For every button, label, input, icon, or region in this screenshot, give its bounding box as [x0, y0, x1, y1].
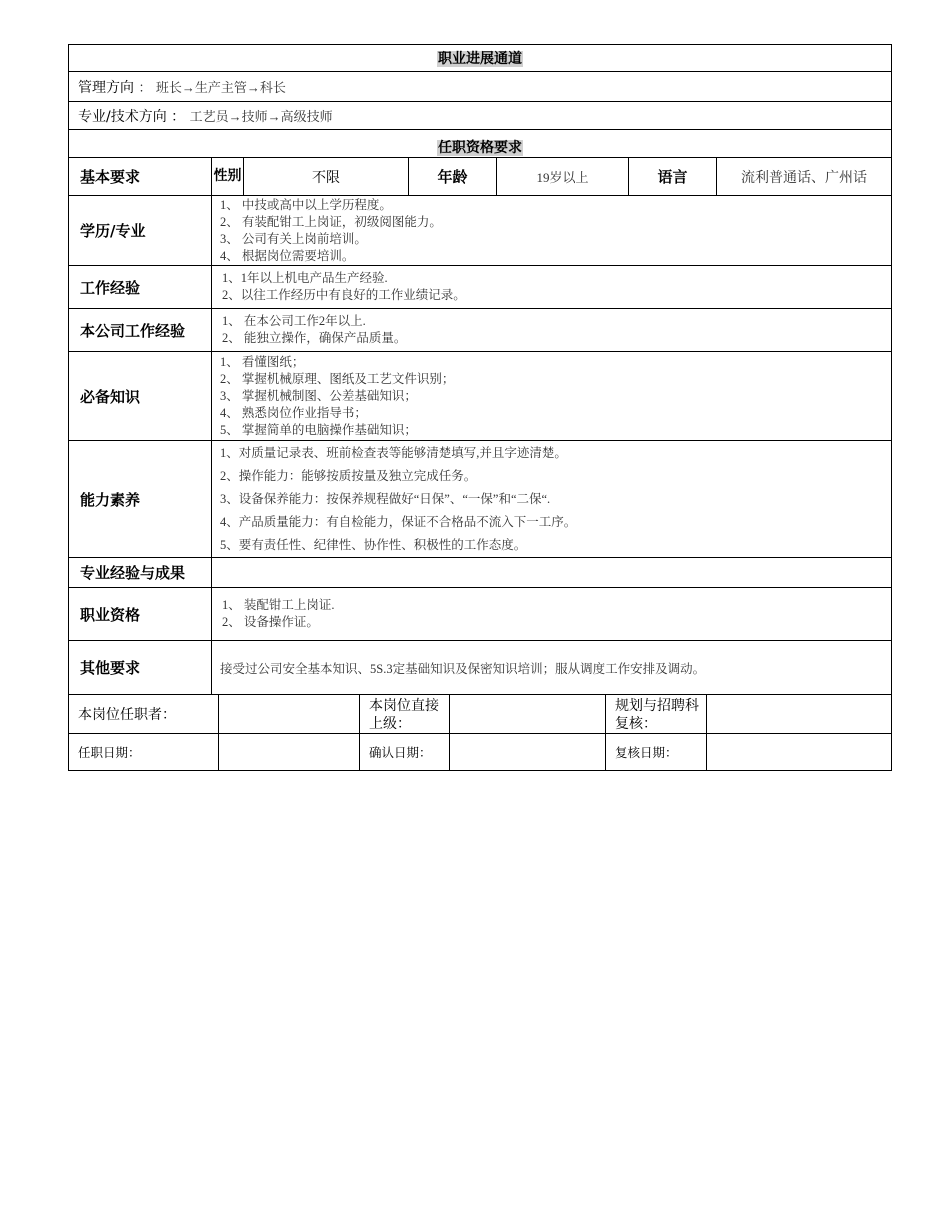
language-label: 语言 — [629, 158, 717, 196]
age-value: 19岁以上 — [497, 158, 629, 196]
review-date-field[interactable] — [707, 734, 892, 771]
gender-value: 不限 — [244, 158, 409, 196]
list-item: 1、 装配钳工上岗证. — [222, 598, 335, 612]
certificates-row — [69, 588, 892, 641]
certificates-list — [212, 588, 892, 641]
experience-label: 工作经验 — [69, 266, 212, 309]
confirm-date-field[interactable] — [450, 734, 606, 771]
knowledge-label: 必备知识 — [69, 352, 212, 441]
signature-table — [68, 694, 892, 771]
holder-label: 本岗位任职者： — [69, 695, 219, 734]
list-item: 3、 公司有关上岗前培训。 — [220, 231, 367, 246]
career-title: 职业进展通道 — [438, 51, 523, 67]
career-title-cell — [69, 45, 892, 72]
technical-cell — [69, 102, 892, 130]
qualification-table — [68, 44, 892, 695]
technical-row — [69, 102, 892, 130]
ability-list — [212, 441, 892, 558]
review-label: 规划与招聘科复核： — [606, 695, 707, 734]
list-item: 2、 设备操作证。 — [222, 615, 319, 629]
holder-signature-field[interactable] — [219, 695, 360, 734]
list-item: 1、 在本公司工作2年以上. — [222, 314, 366, 328]
management-cell — [69, 72, 892, 102]
list-item: 2、以往工作经历中有良好的工作业绩记录。 — [222, 288, 466, 302]
signature-row — [69, 695, 892, 734]
ability-label: 能力素养 — [69, 441, 212, 558]
technical-value: 工艺员→技师→高级技师 — [189, 108, 333, 124]
company-experience-row — [69, 309, 892, 352]
education-label: 学历/专业 — [69, 196, 212, 266]
basic-requirements-row — [69, 158, 892, 196]
experience-list — [212, 266, 892, 309]
list-item: 1、 看懂图纸； — [220, 354, 305, 369]
basic-label: 基本要求 — [69, 158, 212, 196]
other-row — [69, 641, 892, 695]
supervisor-signature-field[interactable] — [450, 695, 606, 734]
list-item: 5、要有责任性、纪律性、协作性、积极性的工作态度。 — [220, 537, 527, 552]
review-date-label: 复核日期： — [606, 734, 707, 771]
experience-row — [69, 266, 892, 309]
list-item: 1、对质量记录表、班前检查表等能够清楚填写,并且字迹清楚。 — [220, 445, 567, 460]
language-value: 流利普通话、广州话 — [717, 158, 892, 196]
start-date-label: 任职日期： — [69, 734, 219, 771]
list-item: 2、 能独立操作，确保产品质量。 — [222, 331, 407, 345]
list-item: 1、 中技或高中以上学历程度。 — [220, 197, 392, 212]
list-item: 2、操作能力：能够按质按量及独立完成任务。 — [220, 468, 477, 483]
list-item: 2、 有装配钳工上岗证，初级阅图能力。 — [220, 214, 442, 229]
supervisor-label: 本岗位直接上级： — [360, 695, 450, 734]
qualification-title-row — [69, 130, 892, 158]
achievements-label: 专业经验与成果 — [69, 558, 212, 588]
other-label: 其他要求 — [69, 641, 212, 695]
knowledge-row — [69, 352, 892, 441]
job-description-sheet — [68, 44, 891, 771]
technical-label: 专业/技术方向 — [78, 108, 167, 125]
list-item: 4、 根据岗位需要培训。 — [220, 248, 355, 263]
start-date-field[interactable] — [219, 734, 360, 771]
list-item: 4、 熟悉岗位作业指导书； — [220, 405, 367, 420]
list-item: 3、设备保养能力：按保养规程做好“日保”、“一保”和“二保“. — [220, 491, 551, 506]
company-experience-label: 本公司工作经验 — [69, 309, 212, 352]
other-value: 接受过公司安全基本知识、5S.3定基础知识及保密知识培训；服从调度工作安排及调动。 — [212, 641, 892, 695]
list-item: 5、 掌握简单的电脑操作基础知识； — [220, 422, 417, 437]
career-title-row — [69, 45, 892, 72]
education-list — [212, 196, 892, 266]
management-separator: ： — [138, 79, 152, 95]
ability-row — [69, 441, 892, 558]
date-row — [69, 734, 892, 771]
gender-label: 性别 — [212, 158, 244, 196]
education-row — [69, 196, 892, 266]
qualification-title-cell — [69, 130, 892, 158]
list-item: 1、1年以上机电产品生产经验. — [222, 271, 388, 285]
age-label: 年龄 — [409, 158, 497, 196]
certificates-label: 职业资格 — [69, 588, 212, 641]
achievements-row — [69, 558, 892, 588]
management-value: 班长→生产主管→科长 — [155, 79, 286, 95]
list-item: 4、产品质量能力：有自检能力，保证不合格品不流入下一工序。 — [220, 514, 577, 529]
qualification-title: 任职资格要求 — [438, 140, 523, 156]
management-row — [69, 72, 892, 102]
management-label: 管理方向 — [78, 79, 134, 96]
technical-separator: ： — [171, 108, 186, 125]
review-signature-field[interactable] — [707, 695, 892, 734]
achievements-value — [212, 558, 892, 588]
list-item: 3、 掌握机械制图、公差基础知识； — [220, 388, 417, 403]
confirm-date-label: 确认日期： — [360, 734, 450, 771]
knowledge-list — [212, 352, 892, 441]
list-item: 2、 掌握机械原理、图纸及工艺文件识别； — [220, 371, 455, 386]
company-experience-list — [212, 309, 892, 352]
